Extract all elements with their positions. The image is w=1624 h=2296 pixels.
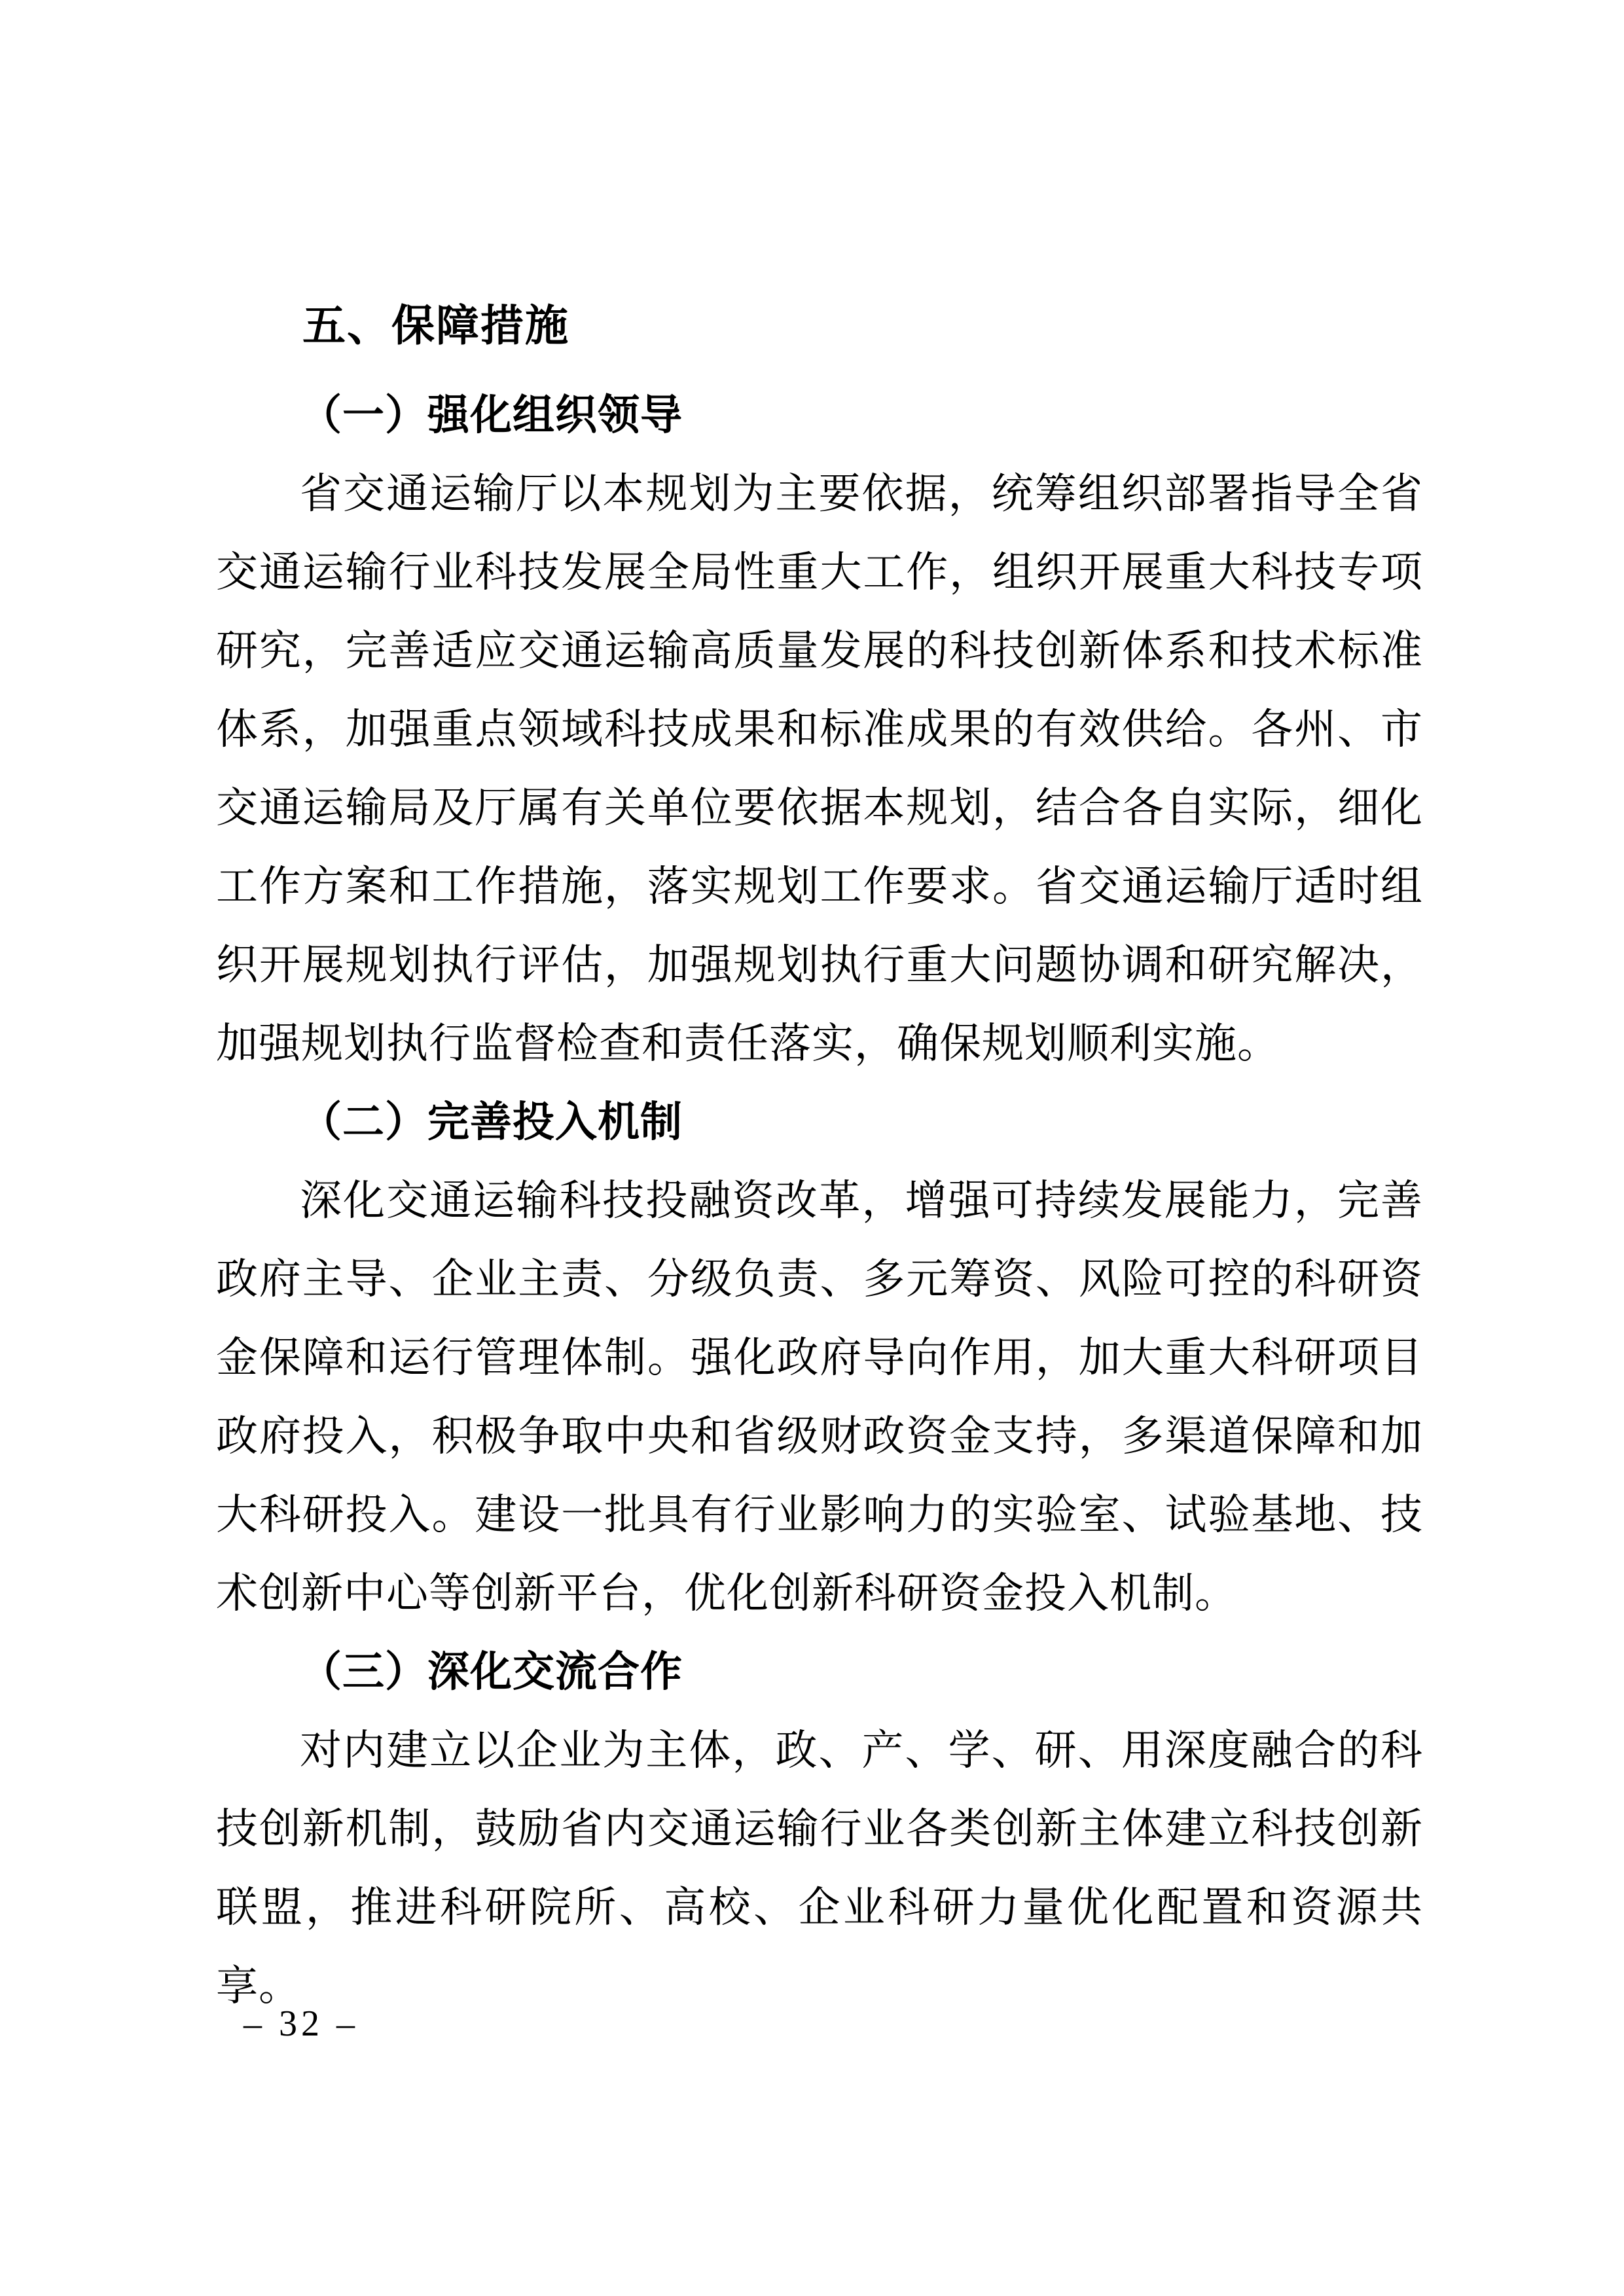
subsection-1-title: （一）强化组织领导: [300, 392, 683, 439]
section-heading: 五、保障措施: [302, 301, 569, 350]
subsection-2: [216, 1083, 1423, 1633]
subsection-1-paragraph: 省交通运输厅以本规划为主要依据，统筹组织部署指导全省交通运输行业科技发展全局性重大工作，组织开展重大科技专项研究，完善适应交通运输高质量发展的科技创新体系和技术标准体系，加强重点领域科技成果和标准成果的有效供给。各州、市交通运输局及厅属有关单位要依据本规划，结合各自实际，细化工作方案和工作措施，落实规划工作要求。省交通运输厅适时组织开展规划执行评估，加强规划执行重大问题协调和研究解决，加强规划执行监督检查和责任落实，确保规划顺利实施。: [216, 471, 1423, 1067]
document-body: [216, 286, 1423, 2026]
subsection-1: [216, 376, 1423, 1083]
subsection-3-title: （三）深化交流合作: [300, 1649, 683, 1695]
subsection-2-title: （二）完善投入机制: [300, 1099, 683, 1145]
page-number: – 32 –: [244, 2003, 359, 2044]
subsection-3-paragraph: 对内建立以企业为主体，政、产、学、研、用深度融合的科技创新机制，鼓励省内交通运输行业各类创新主体建立科技创新联盟，推进科研院所、高校、企业科研力量优化配置和资源共享。: [216, 1727, 1423, 2009]
subsection-2-paragraph: 深化交通运输科技投融资改革，增强可持续发展能力，完善政府主导、企业主责、分级负责、多元筹资、风险可控的科研资金保障和运行管理体制。强化政府导向作用，加大重大科研项目政府投入，积极争取中央和省级财政资金支持，多渠道保障和加大科研投入。建设一批具有行业影响力的实验室、试验基地、技术创新中心等创新平台，优化创新科研资金投入机制。: [216, 1177, 1423, 1617]
subsection-3: [216, 1633, 1423, 2026]
